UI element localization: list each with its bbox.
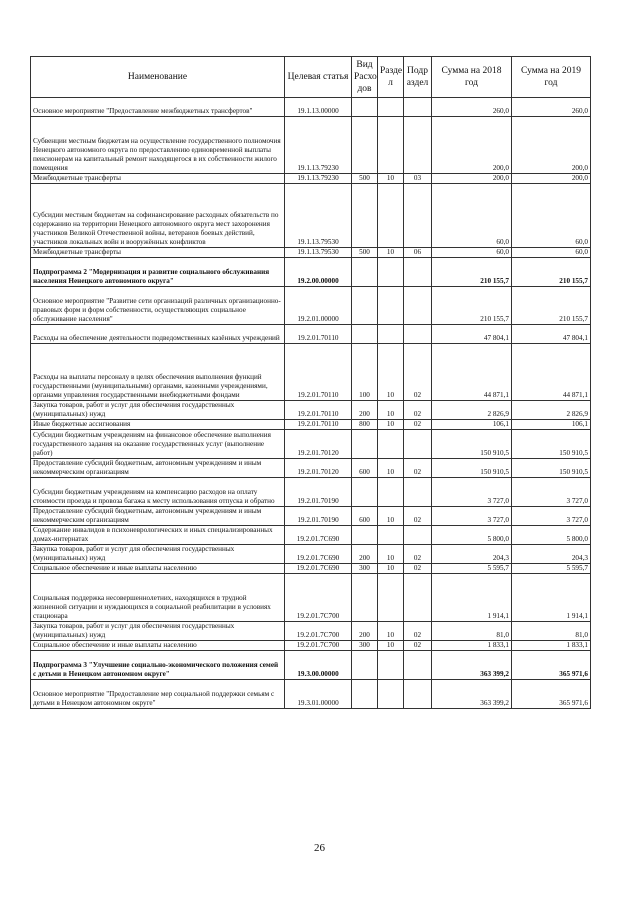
header-section: Разде л bbox=[378, 57, 404, 98]
row-sum-2018: 200,0 bbox=[432, 174, 512, 184]
table-row bbox=[31, 248, 591, 258]
row-sum-2018: 1 914,1 bbox=[432, 574, 512, 622]
row-name: Содержание инвалидов в психоневрологических и иных специализированных домах-интернатах bbox=[31, 526, 285, 545]
row-target-code: 19.2.01.7C690 bbox=[285, 545, 352, 564]
header-target-article: Целевая статья bbox=[285, 57, 352, 98]
row-sum-2019: 150 910,5 bbox=[512, 430, 591, 459]
table-row bbox=[31, 344, 591, 401]
row-section bbox=[378, 651, 404, 680]
row-name: Закупка товаров, работ и услуг для обеспечения государственных (муниципальных) нужд bbox=[31, 622, 285, 641]
header-sum-2019: Сумма на 2019 год bbox=[512, 57, 591, 98]
row-section: 10 bbox=[378, 507, 404, 526]
row-expense-type bbox=[352, 651, 378, 680]
row-sum-2019: 3 727,0 bbox=[512, 507, 591, 526]
row-section: 10 bbox=[378, 174, 404, 184]
row-section bbox=[378, 287, 404, 325]
row-subsection bbox=[404, 574, 432, 622]
row-expense-type bbox=[352, 478, 378, 507]
row-sum-2019: 5 800,0 bbox=[512, 526, 591, 545]
row-sum-2019: 204,3 bbox=[512, 545, 591, 564]
row-sum-2018: 2 826,9 bbox=[432, 401, 512, 420]
row-target-code: 19.2.01.7C700 bbox=[285, 574, 352, 622]
row-name: Расходы на обеспечение деятельности подведомственных казённых учреждений bbox=[31, 325, 285, 344]
row-expense-type bbox=[352, 287, 378, 325]
row-target-code: 19.2.00.00000 bbox=[285, 258, 352, 287]
row-name: Межбюджетные трансферты bbox=[31, 174, 285, 184]
row-sum-2019: 47 804,1 bbox=[512, 325, 591, 344]
row-subsection: 02 bbox=[404, 420, 432, 430]
row-expense-type bbox=[352, 184, 378, 248]
row-subsection bbox=[404, 98, 432, 117]
row-name: Основное мероприятие "Предоставление межбюджетных трансфертов" bbox=[31, 98, 285, 117]
budget-table bbox=[30, 56, 591, 709]
table-header-row bbox=[31, 57, 591, 98]
table-row bbox=[31, 680, 591, 709]
row-subsection: 02 bbox=[404, 622, 432, 641]
row-name: Основное мероприятие "Развитие сети организаций различных организационно-правовых форм и форм собственности, осуществляющих социальное обслуживание населения" bbox=[31, 287, 285, 325]
row-sum-2019: 81,0 bbox=[512, 622, 591, 641]
row-section bbox=[378, 526, 404, 545]
row-subsection bbox=[404, 651, 432, 680]
header-sum-2018: Сумма на 2018 год bbox=[432, 57, 512, 98]
header-expense-type: Вид Расхо дов bbox=[352, 57, 378, 98]
row-subsection bbox=[404, 184, 432, 248]
row-expense-type bbox=[352, 680, 378, 709]
row-subsection bbox=[404, 287, 432, 325]
row-sum-2019: 3 727,0 bbox=[512, 478, 591, 507]
row-section bbox=[378, 680, 404, 709]
row-sum-2019: 365 971,6 bbox=[512, 680, 591, 709]
table-row bbox=[31, 651, 591, 680]
row-sum-2019: 106,1 bbox=[512, 420, 591, 430]
row-target-code: 19.1.13.79530 bbox=[285, 248, 352, 258]
row-name: Подпрограмма 3 "Улучшение социально-экономического положения семей с детьми в Ненецком автономном округе" bbox=[31, 651, 285, 680]
row-target-code: 19.3.00.00000 bbox=[285, 651, 352, 680]
row-sum-2019: 260,0 bbox=[512, 98, 591, 117]
row-subsection bbox=[404, 258, 432, 287]
row-target-code: 19.2.01.70190 bbox=[285, 478, 352, 507]
row-section bbox=[378, 117, 404, 174]
row-sum-2019: 5 595,7 bbox=[512, 564, 591, 574]
row-target-code: 19.1.13.79530 bbox=[285, 184, 352, 248]
row-sum-2018: 204,3 bbox=[432, 545, 512, 564]
row-subsection: 03 bbox=[404, 174, 432, 184]
row-name: Подпрограмма 2 "Модернизация и развитие социального обслуживания населения Ненецкого автономного округа" bbox=[31, 258, 285, 287]
row-section: 10 bbox=[378, 420, 404, 430]
row-target-code: 19.2.01.7C700 bbox=[285, 641, 352, 651]
row-name: Субсидии местным бюджетам на софинансирование расходных обязательств по содержанию на территории Ненецкого автономного округа мест захоронения участников Великой Отечественной войны, ветеранов боевых действий, участников локальных войн и вооружённых конфликтов bbox=[31, 184, 285, 248]
row-name: Предоставление субсидий бюджетным, автономным учреждениям и иным некоммерческим организациям bbox=[31, 507, 285, 526]
row-expense-type bbox=[352, 117, 378, 174]
table-row bbox=[31, 258, 591, 287]
row-expense-type bbox=[352, 325, 378, 344]
row-name: Субвенции местным бюджетам на осуществление государственного полномочия Ненецкого автономного округа по предоставлению единовременной выплаты пенсионерам на капитальный ремонт находящегося в их собственности жилого помещения bbox=[31, 117, 285, 174]
row-expense-type bbox=[352, 574, 378, 622]
row-expense-type: 300 bbox=[352, 641, 378, 651]
table-row bbox=[31, 641, 591, 651]
header-subsection: Подр аздел bbox=[404, 57, 432, 98]
row-sum-2019: 365 971,6 bbox=[512, 651, 591, 680]
row-expense-type: 200 bbox=[352, 622, 378, 641]
row-sum-2018: 150 910,5 bbox=[432, 459, 512, 478]
row-section: 10 bbox=[378, 622, 404, 641]
row-sum-2018: 106,1 bbox=[432, 420, 512, 430]
row-section bbox=[378, 184, 404, 248]
row-name: Межбюджетные трансферты bbox=[31, 248, 285, 258]
row-expense-type: 100 bbox=[352, 344, 378, 401]
row-sum-2019: 200,0 bbox=[512, 117, 591, 174]
row-sum-2018: 44 871,1 bbox=[432, 344, 512, 401]
row-subsection: 06 bbox=[404, 248, 432, 258]
row-expense-type: 300 bbox=[352, 564, 378, 574]
table-row bbox=[31, 574, 591, 622]
row-section: 10 bbox=[378, 641, 404, 651]
row-subsection: 02 bbox=[404, 401, 432, 420]
row-name: Предоставление субсидий бюджетным, автономным учреждениям и иным некоммерческим организациям bbox=[31, 459, 285, 478]
row-subsection bbox=[404, 680, 432, 709]
row-sum-2019: 200,0 bbox=[512, 174, 591, 184]
row-sum-2019: 60,0 bbox=[512, 248, 591, 258]
row-subsection: 02 bbox=[404, 564, 432, 574]
row-sum-2019: 210 155,7 bbox=[512, 287, 591, 325]
row-target-code: 19.1.13.00000 bbox=[285, 98, 352, 117]
row-sum-2019: 1 914,1 bbox=[512, 574, 591, 622]
row-sum-2018: 3 727,0 bbox=[432, 478, 512, 507]
table-row bbox=[31, 564, 591, 574]
row-name: Закупка товаров, работ и услуг для обеспечения государственных (муниципальных) нужд bbox=[31, 401, 285, 420]
row-sum-2019: 60,0 bbox=[512, 184, 591, 248]
row-target-code: 19.2.01.70110 bbox=[285, 325, 352, 344]
row-name: Расходы на выплаты персоналу в целях обеспечения выполнения функций государственными (муниципальными) органами, казенными учреждениями, органами управления государственными внебюджетными фондами bbox=[31, 344, 285, 401]
row-sum-2018: 3 727,0 bbox=[432, 507, 512, 526]
row-sum-2018: 81,0 bbox=[432, 622, 512, 641]
row-sum-2018: 5 800,0 bbox=[432, 526, 512, 545]
table-row bbox=[31, 545, 591, 564]
row-sum-2018: 363 399,2 bbox=[432, 680, 512, 709]
row-sum-2019: 2 826,9 bbox=[512, 401, 591, 420]
row-sum-2019: 150 910,5 bbox=[512, 459, 591, 478]
row-subsection: 02 bbox=[404, 459, 432, 478]
table-row bbox=[31, 526, 591, 545]
row-sum-2018: 363 399,2 bbox=[432, 651, 512, 680]
table-row bbox=[31, 325, 591, 344]
row-expense-type bbox=[352, 430, 378, 459]
row-expense-type: 200 bbox=[352, 401, 378, 420]
row-subsection bbox=[404, 430, 432, 459]
table-row bbox=[31, 287, 591, 325]
row-name: Социальная поддержка несовершеннолетних, находящихся в трудной жизненной ситуации и нуждающихся в социальной реабилитации в условиях стационара bbox=[31, 574, 285, 622]
row-sum-2018: 1 833,1 bbox=[432, 641, 512, 651]
row-target-code: 19.2.01.70190 bbox=[285, 507, 352, 526]
row-name: Субсидии бюджетным учреждениям на компенсацию расходов на оплату стоимости проезда и провоза багажа к месту использования отпуска и обратно bbox=[31, 478, 285, 507]
header-name: Наименование bbox=[31, 57, 285, 98]
row-target-code: 19.2.01.7C690 bbox=[285, 526, 352, 545]
row-target-code: 19.2.01.7C700 bbox=[285, 622, 352, 641]
row-section bbox=[378, 325, 404, 344]
row-target-code: 19.2.01.70110 bbox=[285, 344, 352, 401]
row-target-code: 19.3.01.00000 bbox=[285, 680, 352, 709]
row-subsection: 02 bbox=[404, 507, 432, 526]
table-row bbox=[31, 174, 591, 184]
row-section: 10 bbox=[378, 564, 404, 574]
row-expense-type: 600 bbox=[352, 459, 378, 478]
table-row bbox=[31, 184, 591, 248]
table-row bbox=[31, 117, 591, 174]
row-target-code: 19.2.01.70120 bbox=[285, 430, 352, 459]
row-sum-2018: 47 804,1 bbox=[432, 325, 512, 344]
row-subsection: 02 bbox=[404, 344, 432, 401]
table-row bbox=[31, 478, 591, 507]
row-subsection bbox=[404, 325, 432, 344]
row-sum-2019: 210 155,7 bbox=[512, 258, 591, 287]
row-subsection: 02 bbox=[404, 641, 432, 651]
row-sum-2018: 210 155,7 bbox=[432, 258, 512, 287]
row-sum-2019: 1 833,1 bbox=[512, 641, 591, 651]
row-name: Социальное обеспечение и иные выплаты населению bbox=[31, 641, 285, 651]
row-expense-type: 800 bbox=[352, 420, 378, 430]
row-section: 10 bbox=[378, 459, 404, 478]
row-target-code: 19.1.13.79230 bbox=[285, 117, 352, 174]
row-subsection bbox=[404, 478, 432, 507]
page-number: 26 bbox=[314, 842, 325, 854]
row-section: 10 bbox=[378, 401, 404, 420]
row-sum-2018: 200,0 bbox=[432, 117, 512, 174]
row-section bbox=[378, 478, 404, 507]
row-name: Иные бюджетные ассигнования bbox=[31, 420, 285, 430]
row-sum-2018: 60,0 bbox=[432, 248, 512, 258]
row-section bbox=[378, 430, 404, 459]
row-section bbox=[378, 98, 404, 117]
row-sum-2018: 150 910,5 bbox=[432, 430, 512, 459]
table-row bbox=[31, 420, 591, 430]
row-target-code: 19.2.01.00000 bbox=[285, 287, 352, 325]
row-expense-type bbox=[352, 526, 378, 545]
row-name: Социальное обеспечение и иные выплаты населению bbox=[31, 564, 285, 574]
row-name: Основное мероприятие "Предоставление мер социальной поддержки семьям с детьми в Ненецком автономном округе" bbox=[31, 680, 285, 709]
row-subsection bbox=[404, 526, 432, 545]
row-target-code: 19.2.01.7C690 bbox=[285, 564, 352, 574]
row-expense-type: 500 bbox=[352, 248, 378, 258]
row-target-code: 19.2.01.70120 bbox=[285, 459, 352, 478]
row-section: 10 bbox=[378, 248, 404, 258]
row-expense-type bbox=[352, 98, 378, 117]
row-section: 10 bbox=[378, 545, 404, 564]
row-sum-2018: 5 595,7 bbox=[432, 564, 512, 574]
row-subsection bbox=[404, 117, 432, 174]
row-name: Закупка товаров, работ и услуг для обеспечения государственных (муниципальных) нужд bbox=[31, 545, 285, 564]
table-row bbox=[31, 98, 591, 117]
table-row bbox=[31, 401, 591, 420]
row-expense-type: 600 bbox=[352, 507, 378, 526]
row-target-code: 19.2.01.70110 bbox=[285, 401, 352, 420]
row-section: 10 bbox=[378, 344, 404, 401]
table-row bbox=[31, 459, 591, 478]
row-name: Субсидии бюджетным учреждениям на финансовое обеспечение выполнения государственного задания на оказание государственных услуг (выполнение работ) bbox=[31, 430, 285, 459]
row-expense-type bbox=[352, 258, 378, 287]
row-target-code: 19.1.13.79230 bbox=[285, 174, 352, 184]
row-sum-2018: 60,0 bbox=[432, 184, 512, 248]
row-expense-type: 200 bbox=[352, 545, 378, 564]
row-sum-2018: 210 155,7 bbox=[432, 287, 512, 325]
row-sum-2018: 260,0 bbox=[432, 98, 512, 117]
table-row bbox=[31, 430, 591, 459]
row-target-code: 19.2.01.70110 bbox=[285, 420, 352, 430]
row-section bbox=[378, 258, 404, 287]
table-row bbox=[31, 622, 591, 641]
row-expense-type: 500 bbox=[352, 174, 378, 184]
table-row bbox=[31, 507, 591, 526]
row-sum-2019: 44 871,1 bbox=[512, 344, 591, 401]
row-section bbox=[378, 574, 404, 622]
row-subsection: 02 bbox=[404, 545, 432, 564]
